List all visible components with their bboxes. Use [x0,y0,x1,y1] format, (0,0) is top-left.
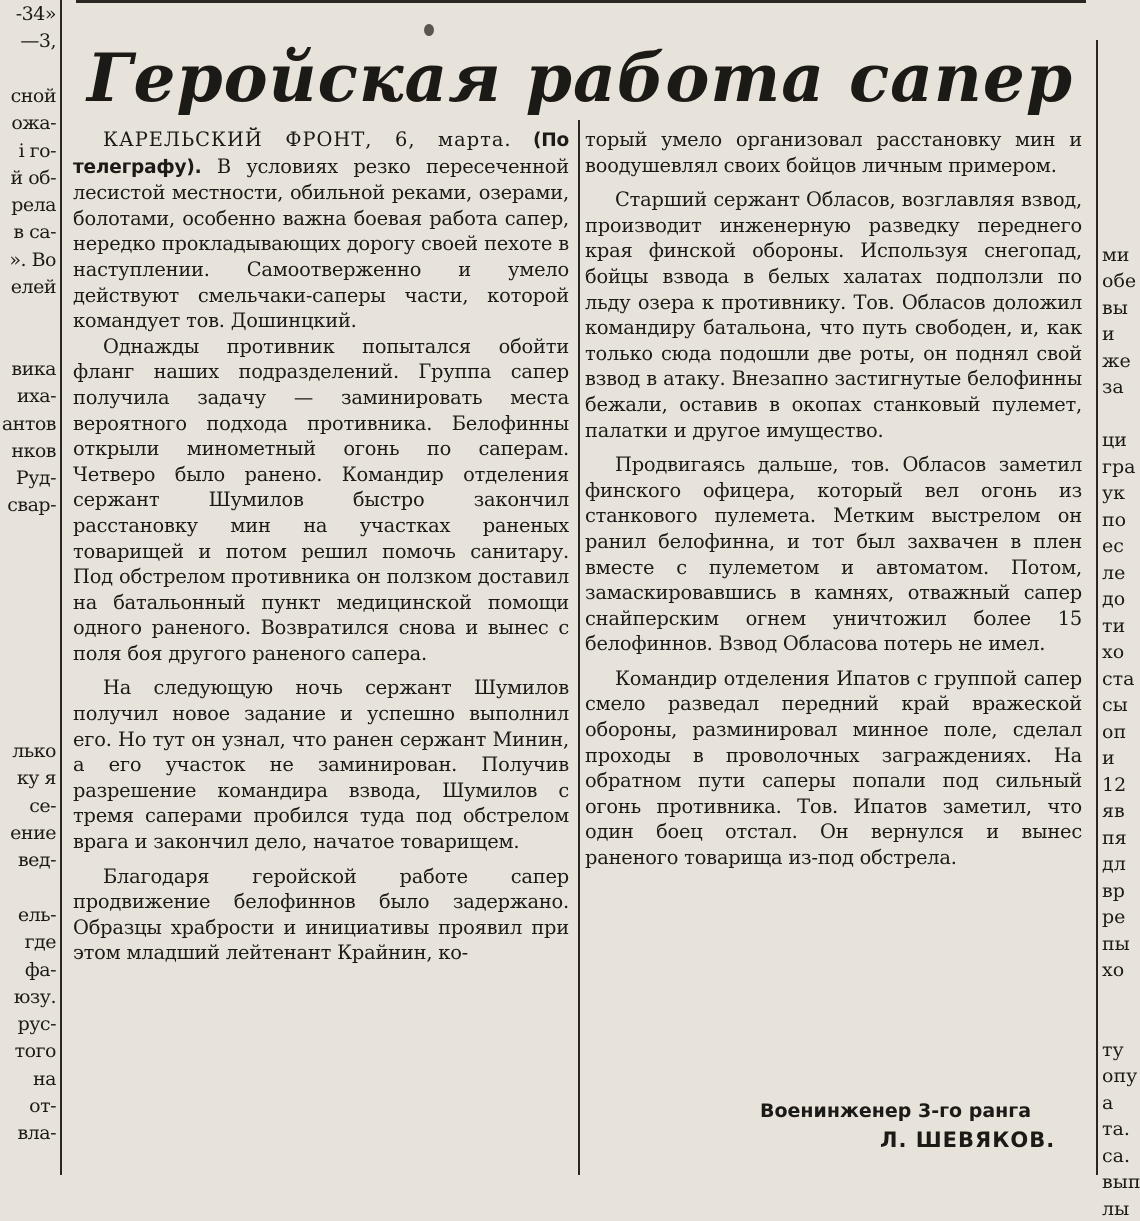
fragment-line: и [1102,323,1115,345]
fragment-line: пя [1102,826,1127,849]
fragment-line: та. [1102,1118,1130,1140]
fragment-line: —3, [20,30,56,53]
headline: Геройская работа сапер [86,39,1074,117]
fragment-line: ци [1102,429,1127,451]
fragment-line: и [1102,747,1115,769]
fragment-line: по [1102,508,1127,531]
fragment-line: ста [1102,667,1135,690]
print-speck [424,24,434,36]
fragment-line: антов [1,412,56,435]
article-paragraph: На следующую ночь сержант Шумилов получил новое задание и успешно выполнил его. Но тут он узнал, что ранен сержант Минин, а его участок не заминирован. Получив разрешение командира взвода, Шумилов с тремя саперами пробился туда под обстрелом врага и закончил дело, начатое товарищем. [73,676,569,854]
fragment-line: пы [1102,932,1130,955]
fragment-line: вы [1102,296,1128,319]
fragment-line: са. [1102,1144,1131,1167]
fragment-line: обе [1102,270,1137,292]
fragment-line: се- [29,794,56,817]
fragment-line: вед- [17,849,56,872]
fragment-line: Руд- [15,467,56,490]
fragment-line: ле [1102,561,1126,584]
fragment-line: і го- [18,139,56,162]
fragment-line: хо [1102,641,1125,663]
article-paragraph: торый умело организовал расстановку мин и воодушевлял своих бойцов личным примером. [585,128,1082,177]
fragment-line: дл [1102,853,1126,875]
fragment-line: где [24,931,56,954]
fragment-line: нков [11,439,56,462]
fragment-line: -34» [15,3,56,25]
article-column-2 [585,127,1082,871]
fragment-line: 12 [1102,773,1127,796]
fragment-line: же [1102,349,1131,372]
fragment-line: ель- [17,903,56,926]
fragment-line: хо [1102,959,1125,981]
fragment-line: того [14,1040,56,1063]
article-paragraph: Продвигаясь дальше, тов. Обласов заметил финского офицера, который вел огонь из станкового пулемета. Метким выстрелом он ранил белофинна, и тот был захвачен в плен вместе с пулеметом и автоматом. Потом, замаскировавшись в камнях, отважный сапер снайперским огнем уничтожил более 15 белофиннов. Взвод Обласова потерь не имел. [585,453,1082,656]
fragment-line: сной [10,84,56,107]
article-paragraph: Однажды противник попытался обойти фланг наших подразделений. Группа сапер получила задачу — заминировать места вероятного подхода противника. Белофинны открыли минометный огонь по саперам. Четверо было ранено. Командир отделения сержант Шумилов быстро закончил расстановку мин на участках раненых товарищей и потом решил помочь санитару. Под обстрелом противника он ползком доставил на батальонный пункт медицинской помощи одного раненого. Возвратился снова и вынес с поля боя другого раненого сапера. [73,334,569,665]
left-adjacent-column [0,0,58,1175]
fragment-line: вып [1102,1171,1140,1193]
dateline: КАРЕЛЬСКИЙ ФРОНТ, 6, марта. [103,128,512,151]
fragment-line: вр [1102,879,1125,902]
fragment-line: оп [1102,720,1127,743]
fragment-line: лы [1102,1197,1130,1220]
column-rule-left [60,0,62,1175]
fragment-line: ес [1102,535,1124,557]
fragment-line: сы [1102,694,1128,716]
fragment-line: на [33,1067,56,1090]
fragment-line: ук [1102,482,1126,504]
article-column-1 [73,127,569,966]
fragment-line: яв [1102,800,1125,822]
fragment-line: юзу. [13,985,56,1008]
fragment-line: рус- [17,1013,56,1036]
article-paragraph [73,127,569,334]
fragment-line: лько [12,740,56,763]
fragment-line: за [1102,376,1124,398]
fragment-line: в са- [13,221,56,244]
article-paragraph: Старший сержант Обласов, возглавляя взвод, производит инженерную разведку переднего края финской обороны. Используя снегопад, бойцы взвода в белых халатах подползли по льду озера к противнику. Тов. Обласов доложил командиру батальона, что путь свободен, и, как только сюда подошли две роты, он поднял свой взвод в атаку. Внезапно застигнутые белофинны бежали, оставив в окопах станковый пулемет, палатки и другое имущество. [585,188,1082,442]
fragment-line: от- [29,1095,56,1117]
fragment-line: ре [1102,906,1126,928]
column-rule-middle [578,120,580,1175]
right-adjacent-column [1100,0,1140,1220]
fragment-line: вика [11,357,56,380]
fragment-line: вла- [17,1122,56,1145]
fragment-line: й об- [10,166,56,189]
fragment-line: елей [10,276,56,298]
fragment-line: ение [10,822,56,844]
fragment-line: а [1102,1091,1114,1114]
fragment-line: ». Во [9,248,56,271]
article-paragraph: Командир отделения Ипатов с группой сапер смело разведал передний край вражеской обороны, разминировал минное поле, сделал проходы в проволочных заграждениях. На обратном пути саперы попали под сильный огонь противника. Тов. Ипатов заметил, что один боец отстал. Он вернулся и вынес раненого товарища из-под обстрела. [585,666,1082,870]
fragment-line: ожа- [11,112,56,135]
article-paragraph: Благодаря геройской работе сапер продвижение белофиннов было задержано. Образцы храбрости и инициативы проявил при этом младший лейтенант Крайнин, ко- [73,864,569,965]
author-rank: Военинженер 3-го ранга [760,1100,1032,1122]
fragment-line: иха- [16,385,56,408]
top-rule [76,0,1086,3]
paragraph-text: В условиях резко пересеченной лесистой местности, обильной реками, озерами, болотами, особенно важна боевая работа сапер, нередко прокладывающих дорогу своей пехоте в наступлении. Самоотверженно и умело действуют смельчаки-саперы части, которой командует тов. Дошинцкий. [73,154,569,333]
fragment-line: гра [1102,455,1136,478]
source-note: (По телеграфу). [73,130,569,178]
fragment-line: опу [1102,1065,1138,1087]
fragment-line: ку я [16,767,56,790]
fragment-line: ти [1102,614,1126,637]
fragment-line: ми [1102,243,1130,266]
fragment-line: фа- [24,958,56,981]
fragment-line: до [1102,588,1126,610]
author-name: Л. ШЕВЯКОВ. [880,1128,1056,1152]
fragment-line: ту [1102,1038,1124,1061]
fragment-line: свар- [7,494,56,517]
column-rule-right [1096,40,1098,1175]
fragment-line: рела [11,194,56,217]
